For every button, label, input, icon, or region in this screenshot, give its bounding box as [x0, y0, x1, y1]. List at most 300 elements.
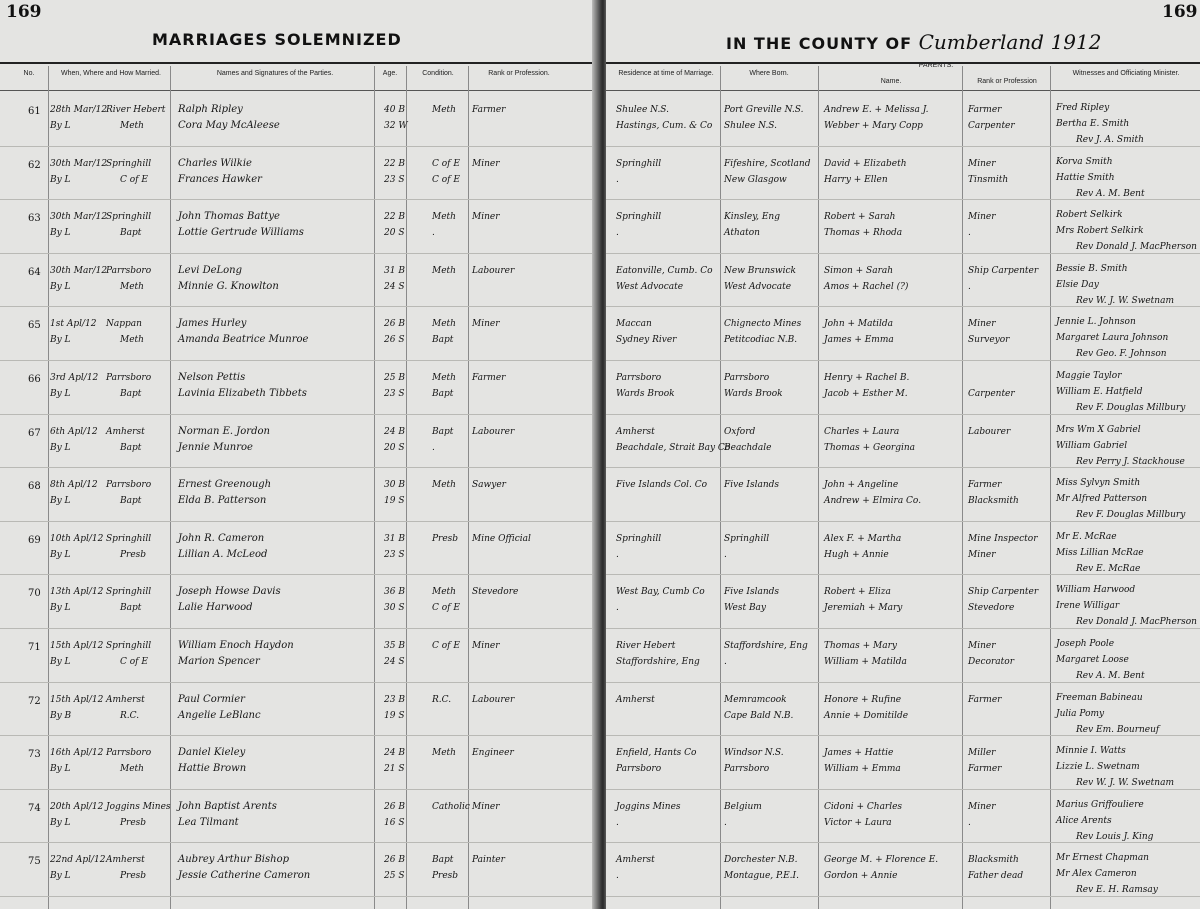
officiating-minister: Rev E. H. Ramsay	[1076, 885, 1158, 896]
col-parent-name: Name.	[880, 78, 902, 85]
groom-residence: Joggins Mines	[616, 801, 681, 812]
groom-parents: Simon + Sarah	[824, 265, 894, 276]
right-page	[606, 0, 1200, 909]
entry-how-married: By L	[50, 121, 71, 131]
entry-number: 73	[28, 749, 41, 761]
bride-residence: West Advocate	[616, 281, 684, 292]
entry-how-married: By L	[50, 335, 71, 346]
bride-parents: Hugh + Annie	[824, 549, 889, 560]
witness-1: William Harwood	[1056, 585, 1136, 596]
witness-2: Julia Pomy	[1056, 708, 1105, 719]
entry-denomination: Meth	[120, 281, 144, 292]
bride-birthplace: Parrsboro	[724, 764, 770, 775]
bride-age: 23 S	[384, 549, 405, 560]
bride-residence: Wards Brook	[616, 389, 675, 399]
bride-parents: Thomas + Rhoda	[824, 228, 903, 239]
groom-parents: John + Angeline	[824, 480, 899, 491]
groom-profession: Miner	[472, 212, 500, 223]
entry-how-married: By L	[50, 389, 71, 399]
groom-age: 22 B	[384, 158, 405, 169]
entry-date: 30th Mar/12	[50, 265, 108, 276]
groom-residence: Eatonville, Cumb. Co	[616, 265, 713, 276]
bride-parent-profession: Surveyor	[968, 335, 1010, 346]
bride-name: Jessie Catherine Cameron	[178, 870, 311, 882]
groom-condition: Meth	[432, 748, 456, 759]
bride-name: Angelie LeBlanc	[178, 709, 261, 721]
bride-parents: Victor + Laura	[824, 817, 892, 828]
witness-1: Mr E. McRae	[1056, 531, 1117, 542]
groom-residence: Enfield, Hants Co	[616, 748, 697, 759]
groom-profession: Mine Official	[472, 533, 531, 544]
bride-age: 23 S	[384, 174, 405, 185]
groom-profession: Farmer	[472, 373, 506, 383]
groom-residence: Five Islands Col. Co	[616, 480, 708, 491]
groom-condition: Meth	[432, 319, 456, 330]
witness-2: William E. Hatfield	[1056, 387, 1143, 397]
groom-birthplace: Five Islands	[724, 587, 779, 598]
entry-date: 10th Apl/12	[50, 533, 104, 544]
entry-date: 1st Apl/12	[50, 319, 97, 330]
col-born: Where Born.	[749, 70, 789, 77]
entry-number: 66	[28, 374, 41, 385]
bride-residence: Sydney River	[616, 335, 677, 346]
entry-how-married: By B	[50, 710, 72, 721]
groom-profession: Painter	[472, 855, 505, 866]
officiating-minister: Rev Donald J. MacPherson	[1076, 617, 1197, 628]
witness-2: William Gabriel	[1056, 440, 1128, 451]
bride-parent-profession: Father dead	[968, 871, 1024, 882]
groom-parent-profession: Labourer	[968, 426, 1011, 437]
bride-birthplace: .	[724, 817, 727, 828]
bride-age: 26 S	[384, 335, 405, 346]
header-rule	[0, 62, 598, 64]
col-condition: Condition.	[422, 70, 454, 77]
groom-age: 36 B	[384, 587, 405, 598]
bride-condition: Bapt	[432, 335, 454, 346]
groom-profession: Miner	[472, 641, 500, 651]
witness-2: Hattie Smith	[1056, 172, 1115, 183]
witness-1: Mrs Wm X Gabriel	[1056, 424, 1141, 435]
bride-parents: Annie + Domitilde	[824, 710, 909, 721]
bride-name: Jennie Munroe	[178, 441, 253, 453]
bride-name: Amanda Beatrice Munroe	[178, 334, 309, 346]
officiating-minister: Rev A. M. Bent	[1076, 671, 1145, 681]
bride-parent-profession: Farmer	[968, 764, 1002, 775]
page-number-right: 169	[1162, 2, 1198, 22]
entry-place: Parrsboro	[106, 265, 152, 276]
groom-parents: Robert + Eliza	[824, 587, 891, 598]
entry-denomination: C of E	[120, 174, 148, 185]
groom-parent-profession: Farmer	[968, 105, 1002, 115]
bride-condition: Bapt	[432, 389, 454, 399]
entry-number: 62	[28, 159, 41, 171]
entry-denomination: Bapt	[120, 442, 142, 453]
groom-parent-profession: Farmer	[968, 694, 1002, 705]
entry-denomination: Meth	[120, 764, 144, 775]
entry-number: 64	[28, 266, 41, 278]
bride-age: 19 S	[384, 496, 405, 507]
entry-separator	[0, 896, 598, 897]
bride-birthplace: Montague, P.E.I.	[724, 871, 799, 882]
entry-date: 30th Mar/12	[50, 212, 108, 223]
bride-condition: .	[432, 442, 435, 453]
groom-age: 24 B	[384, 748, 405, 759]
bride-birthplace: Shulee N.S.	[724, 121, 778, 131]
officiating-minister: Rev Geo. F. Johnson	[1076, 349, 1167, 360]
witness-2: Mr Alfred Patterson	[1056, 494, 1148, 505]
county-title	[726, 30, 1101, 54]
witness-1: Fred Ripley	[1056, 103, 1110, 113]
entry-date: 6th Apl/12	[50, 426, 98, 437]
groom-residence: Amherst	[616, 426, 655, 437]
groom-age: 31 B	[384, 533, 405, 544]
col-no: No.	[23, 70, 35, 77]
witness-2: Alice Arents	[1056, 815, 1112, 826]
groom-birthplace: Oxford	[724, 426, 756, 437]
groom-profession: Stevedore	[472, 587, 519, 598]
page-number-left: 169	[6, 2, 42, 22]
groom-birthplace: Windsor N.S.	[724, 748, 784, 759]
entry-number: 61	[28, 106, 41, 117]
groom-birthplace: Chignecto Mines	[724, 319, 802, 330]
groom-birthplace: Kinsley, Eng	[724, 212, 780, 223]
witness-1: Marius Griffouliere	[1056, 799, 1144, 810]
groom-residence: West Bay, Cumb Co	[616, 587, 705, 598]
officiating-minister: Rev Perry J. Stackhouse	[1076, 456, 1185, 467]
bride-birthplace: Beachdale	[724, 442, 772, 453]
groom-residence: Parrsboro	[616, 373, 662, 383]
column-head-rule	[0, 90, 598, 91]
witness-2: Mrs Robert Selkirk	[1056, 226, 1144, 237]
officiating-minister: Rev Em. Bourneuf	[1076, 724, 1160, 735]
groom-parents: Robert + Sarah	[824, 212, 896, 223]
bride-parents: William + Matilda	[824, 657, 907, 667]
groom-condition: C of E	[432, 641, 460, 651]
groom-condition: Meth	[432, 373, 456, 383]
entry-denomination: Meth	[120, 121, 144, 131]
entry-separator	[0, 682, 598, 683]
witness-1: Korva Smith	[1056, 156, 1113, 167]
witness-2: Lizzie L. Swetnam	[1056, 762, 1140, 773]
groom-parents: Henry + Rachel B.	[824, 373, 910, 383]
groom-parents: Cidoni + Charles	[824, 801, 903, 812]
bride-parents: Andrew + Elmira Co.	[824, 496, 922, 507]
col-witnesses: Witnesses and Officiating Minister.	[1072, 70, 1180, 77]
groom-age: 30 B	[384, 480, 405, 491]
groom-parent-profession: Miner	[968, 801, 996, 812]
entry-how-married: By L	[50, 174, 71, 185]
bride-birthplace: Athaton	[724, 228, 760, 239]
groom-age: 40 B	[384, 105, 405, 115]
groom-name: Daniel Kieley	[178, 747, 246, 759]
entry-separator	[0, 735, 598, 736]
entry-place: Amherst	[106, 694, 145, 705]
entry-number: 74	[28, 802, 41, 814]
groom-birthplace: Fifeshire, Scotland	[724, 158, 811, 169]
officiating-minister: Rev F. Douglas Millbury	[1076, 510, 1186, 521]
entry-how-married: By L	[50, 281, 71, 292]
entry-date: 28th Mar/12	[50, 105, 108, 115]
entry-number: 70	[28, 588, 41, 600]
entry-date: 15th Apl/12	[50, 694, 104, 705]
groom-profession: Farmer	[472, 105, 506, 115]
bride-name: Hattie Brown	[178, 763, 247, 775]
bride-condition: C of E	[432, 603, 460, 614]
entry-separator	[0, 789, 598, 790]
groom-parents: James + Hattie	[824, 748, 894, 759]
groom-profession: Engineer	[472, 748, 514, 759]
groom-birthplace: Dorchester N.B.	[724, 855, 798, 866]
groom-name: Aubrey Arthur Bishop	[178, 854, 289, 866]
entry-date: 3rd Apl/12	[50, 373, 99, 383]
bride-name: Lillian A. McLeod	[178, 548, 268, 560]
entry-date: 22nd Apl/12	[50, 855, 106, 866]
groom-profession: Miner	[472, 319, 500, 330]
bride-parent-profession: Tinsmith	[968, 174, 1009, 185]
witness-1: Miss Sylvyn Smith	[1056, 478, 1141, 489]
bride-parent-profession: Decorator	[968, 657, 1015, 667]
bride-residence: Staffordshire, Eng	[616, 657, 700, 667]
bride-age: 30 S	[384, 603, 405, 614]
entry-date: 20th Apl/12	[50, 801, 104, 812]
entry-date: 30th Mar/12	[50, 158, 108, 169]
bride-age: 24 S	[384, 281, 405, 292]
groom-parents: John + Matilda	[824, 319, 893, 330]
groom-name: Charles Wilkie	[178, 157, 252, 169]
groom-birthplace: Five Islands	[724, 480, 779, 491]
entry-how-married: By L	[50, 764, 71, 775]
officiating-minister: Rev W. J. W. Swetnam	[1076, 778, 1174, 789]
witness-2: Bertha E. Smith	[1056, 119, 1130, 129]
bride-name: Lavinia Elizabeth Tibbets	[178, 388, 307, 399]
groom-parent-profession: Miner	[968, 212, 996, 223]
bride-residence: .	[616, 549, 619, 560]
groom-profession: Miner	[472, 801, 500, 812]
groom-birthplace: Springhill	[724, 533, 770, 544]
witness-2: Mr Alex Cameron	[1056, 869, 1137, 880]
bride-condition: .	[432, 228, 435, 239]
groom-name: John Thomas Battye	[178, 211, 280, 223]
groom-parents: Honore + Rufine	[824, 694, 902, 705]
bride-condition: Presb	[432, 871, 459, 882]
entry-number: 69	[28, 534, 41, 546]
groom-residence: Maccan	[616, 319, 652, 330]
bride-parents: Jeremiah + Mary	[824, 603, 903, 614]
bride-age: 23 S	[384, 389, 405, 399]
witness-2: Irene Willigar	[1056, 601, 1120, 612]
groom-residence: River Hebert	[616, 641, 676, 651]
groom-condition: Meth	[432, 105, 456, 115]
bride-birthplace: .	[724, 657, 727, 667]
bride-name: Elda B. Patterson	[178, 495, 267, 507]
entry-place: Springhill	[106, 158, 152, 169]
witness-1: Bessie B. Smith	[1056, 263, 1128, 274]
bride-age: 20 S	[384, 442, 405, 453]
bride-parent-profession: Miner	[968, 549, 996, 560]
groom-residence: Springhill	[616, 158, 662, 169]
col-parent-rank: Rank or Profession	[977, 78, 1037, 85]
entry-separator	[0, 253, 598, 254]
entry-denomination: C of E	[120, 657, 148, 667]
bride-residence: Parrsboro	[616, 764, 662, 775]
groom-name: John R. Cameron	[178, 532, 265, 544]
col-residence: Residence at time of Marriage.	[618, 70, 714, 77]
bride-parents: Thomas + Georgina	[824, 442, 916, 453]
entry-separator	[0, 414, 598, 415]
bride-age: 21 S	[384, 764, 405, 775]
entry-separator	[0, 199, 598, 200]
entry-denomination: Meth	[120, 335, 144, 346]
officiating-minister: Rev J. A. Smith	[1076, 135, 1144, 145]
entry-place: Springhill	[106, 533, 152, 544]
entry-denomination: Bapt	[120, 496, 142, 507]
bride-age: 19 S	[384, 710, 405, 721]
bride-residence: .	[616, 174, 619, 185]
bride-parents: Jacob + Esther M.	[824, 389, 908, 399]
entry-place: Parrsboro	[106, 373, 152, 383]
groom-name: Levi DeLong	[178, 264, 243, 276]
bride-condition: C of E	[432, 174, 460, 185]
groom-birthplace: Memramcook	[724, 694, 787, 705]
witness-1: Minnie I. Watts	[1056, 746, 1126, 757]
col-names: Names and Signatures of the Parties.	[216, 70, 334, 77]
groom-name: Joseph Howse Davis	[178, 586, 281, 598]
groom-age: 24 B	[384, 426, 405, 437]
bride-name: Minnie G. Knowlton	[178, 280, 279, 292]
witness-2: Miss Lillian McRae	[1056, 547, 1144, 558]
groom-profession: Labourer	[472, 694, 515, 705]
entry-separator	[0, 306, 598, 307]
entry-how-married: By L	[50, 442, 71, 453]
left-page	[0, 0, 598, 909]
entry-how-married: By L	[50, 549, 71, 560]
entry-number: 72	[28, 695, 41, 707]
groom-condition: R.C.	[432, 694, 452, 705]
groom-condition: Meth	[432, 480, 456, 491]
entry-how-married: By L	[50, 871, 71, 882]
bride-age: 24 S	[384, 657, 405, 667]
groom-birthplace: Port Greville N.S.	[724, 105, 804, 115]
groom-age: 22 B	[384, 212, 405, 223]
register-title: MARRIAGES SOLEMNIZED	[152, 30, 402, 49]
witness-2: Margaret Laura Johnson	[1056, 333, 1169, 344]
groom-residence: Shulee N.S.	[616, 105, 670, 115]
entry-how-married: By L	[50, 228, 71, 239]
groom-residence: Amherst	[616, 694, 655, 705]
entry-place: Amherst	[106, 855, 145, 866]
bride-name: Lea Tilmant	[178, 816, 239, 828]
entry-place: Springhill	[106, 641, 152, 651]
officiating-minister: Rev Donald J. MacPherson	[1076, 242, 1197, 253]
bride-age: 32 W	[384, 121, 408, 131]
bride-parent-profession: Carpenter	[968, 389, 1015, 399]
entry-place: Amherst	[106, 426, 145, 437]
bride-residence: .	[616, 817, 619, 828]
groom-age: 31 B	[384, 265, 405, 276]
bride-parents: Amos + Rachel (?)	[824, 281, 909, 292]
entry-date: 15th Apl/12	[50, 641, 104, 651]
col-rank: Rank or Profession.	[488, 70, 550, 77]
groom-age: 23 B	[384, 694, 405, 705]
groom-age: 25 B	[384, 373, 405, 383]
witness-1: Mr Ernest Chapman	[1056, 853, 1149, 864]
officiating-minister: Rev A. M. Bent	[1076, 188, 1145, 199]
bride-birthplace: .	[724, 549, 727, 560]
bride-residence: Hastings, Cum. & Co	[616, 121, 713, 131]
entry-separator	[0, 842, 598, 843]
groom-condition: Bapt	[432, 855, 454, 866]
groom-birthplace: Belgium	[724, 801, 762, 812]
entry-separator	[0, 628, 598, 629]
groom-condition: Presb	[432, 533, 459, 544]
groom-parents: Charles + Laura	[824, 426, 900, 437]
entry-separator	[0, 146, 598, 147]
groom-parent-profession: Miller	[968, 748, 996, 759]
groom-name: Norman E. Jordon	[178, 425, 270, 437]
bride-name: Frances Hawker	[178, 173, 262, 185]
groom-condition: Meth	[432, 587, 456, 598]
entry-number: 65	[28, 320, 41, 332]
entry-how-married: By L	[50, 657, 71, 667]
bride-birthplace: Wards Brook	[724, 389, 783, 399]
groom-age: 26 B	[384, 319, 405, 330]
bride-parents: James + Emma	[824, 335, 894, 346]
groom-profession: Labourer	[472, 426, 515, 437]
groom-name: Ernest Greenough	[178, 479, 272, 491]
county-name: Cumberland	[918, 30, 1044, 54]
bride-birthplace: New Glasgow	[724, 174, 787, 185]
witness-1: Joseph Poole	[1056, 639, 1115, 649]
entry-number: 67	[28, 427, 41, 439]
groom-profession: Sawyer	[472, 480, 506, 491]
witness-1: Jennie L. Johnson	[1056, 317, 1136, 328]
bride-name: Lalie Harwood	[178, 602, 253, 614]
bride-name: Marion Spencer	[178, 656, 260, 667]
bride-residence: Beachdale, Strait Bay Co	[616, 442, 731, 453]
groom-age: 35 B	[384, 641, 405, 651]
entry-place: Nappan	[106, 319, 142, 330]
groom-name: Nelson Pettis	[178, 372, 246, 383]
groom-condition: Meth	[432, 212, 456, 223]
entry-number: 63	[28, 213, 41, 225]
bride-birthplace: West Bay	[724, 603, 767, 614]
bride-parent-profession: Stevedore	[968, 603, 1015, 614]
entry-number: 71	[28, 642, 41, 653]
bride-birthplace: Cape Bald N.B.	[724, 710, 794, 721]
entry-how-married: By L	[50, 817, 71, 828]
groom-birthplace: Parrsboro	[724, 373, 770, 383]
bride-parent-profession: .	[968, 281, 971, 292]
bride-parent-profession: .	[968, 228, 971, 239]
bride-parents: Webber + Mary Copp	[824, 121, 923, 131]
entry-place: Joggins Mines	[106, 801, 171, 812]
bride-parent-profession: Carpenter	[968, 121, 1015, 131]
bride-birthplace: West Advocate	[724, 281, 792, 292]
groom-age: 26 B	[384, 801, 405, 812]
entry-separator	[0, 521, 598, 522]
groom-birthplace: New Brunswick	[724, 265, 796, 276]
entry-denomination: Bapt	[120, 389, 142, 399]
entry-denomination: R.C.	[120, 710, 140, 721]
bride-age: 16 S	[384, 817, 405, 828]
groom-parent-profession: Ship Carpenter	[968, 265, 1039, 276]
bride-parents: William + Emma	[824, 764, 901, 775]
entry-separator	[0, 574, 598, 575]
officiating-minister: Rev Louis J. King	[1076, 831, 1154, 842]
bride-residence: .	[616, 603, 619, 614]
officiating-minister: Rev W. J. W. Swetnam	[1076, 295, 1174, 306]
groom-parents: Andrew E. + Melissa J.	[824, 105, 929, 115]
